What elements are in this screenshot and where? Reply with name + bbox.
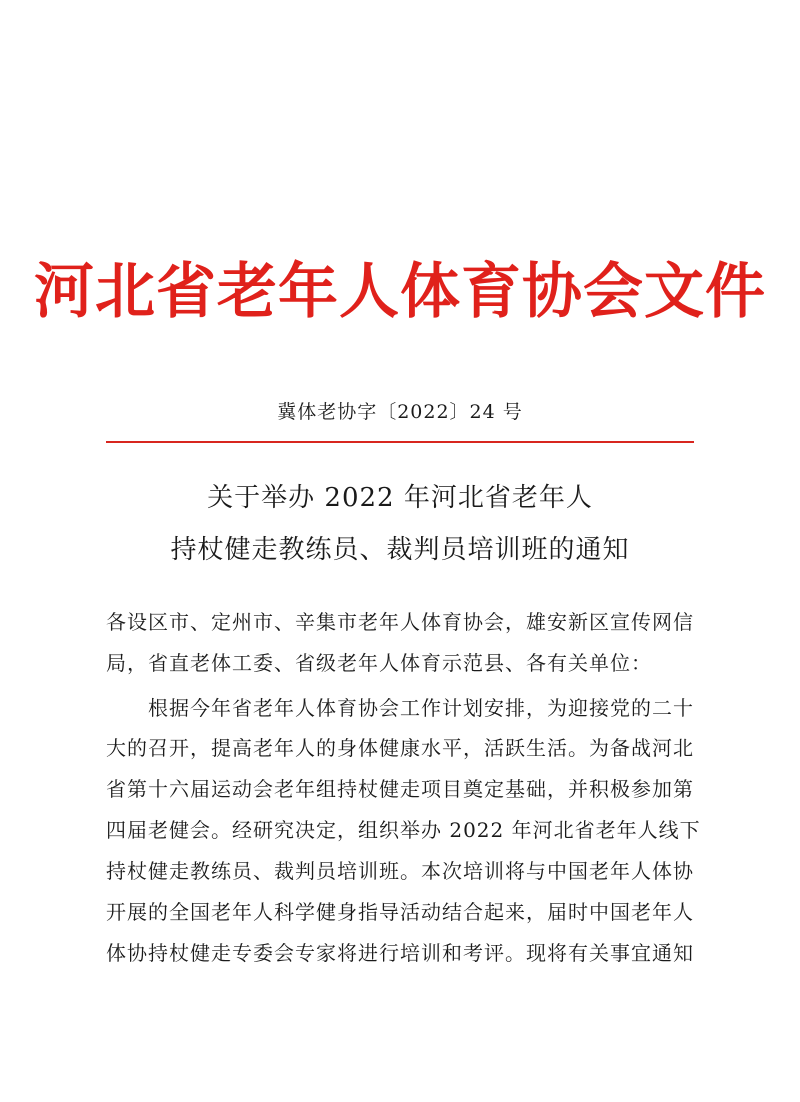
red-divider-line [106, 441, 694, 443]
document-number: 冀体老协字〔2022〕24 号 [277, 401, 523, 423]
paragraph-line-4: 四届老健会。经研究决定，组织举办 2022 年河北省老年人线下 [106, 818, 701, 842]
paragraph-line-5: 持杖健走教练员、裁判员培训班。本次培训将与中国老年人体协 [106, 859, 694, 883]
recipient-line-1: 各设区市、定州市、辛集市老年人体育协会，雄安新区宣传网信 [106, 610, 694, 634]
document-masthead: 河北省老年人体育协会文件 [34, 257, 766, 327]
paragraph-line-3: 省第十六届运动会老年组持杖健走项目奠定基础，并积极参加第 [106, 777, 694, 801]
paragraph-line-1: 根据今年省老年人体育协会工作计划安排，为迎接党的二十 [106, 696, 694, 720]
notice-title-line-2: 持杖健走教练员、裁判员培训班的通知 [170, 535, 630, 565]
paragraph-line-6: 开展的全国老年人科学健身指导活动结合起来，届时中国老年人 [106, 900, 694, 924]
paragraph-line-2: 大的召开，提高老年人的身体健康水平，活跃生活。为备战河北 [106, 736, 694, 760]
paragraph-line-7: 体协持杖健走专委会专家将进行培训和考评。现将有关事宜通知 [106, 941, 694, 965]
notice-title-line-1: 关于举办 2022 年河北省老年人 [207, 483, 593, 513]
recipient-line-2: 局，省直老体工委、省级老年人体育示范县、各有关单位： [106, 651, 652, 675]
